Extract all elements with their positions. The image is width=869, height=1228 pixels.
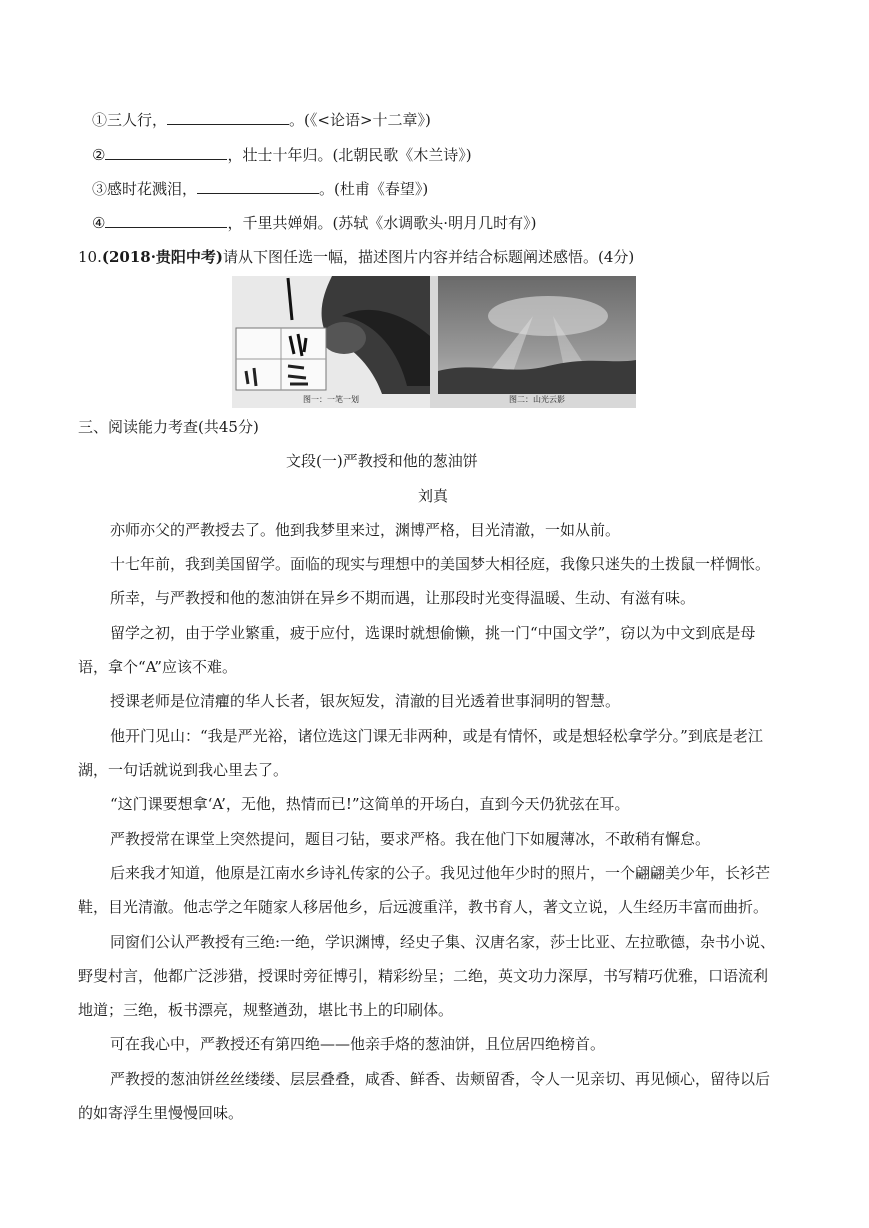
q10-images — [232, 276, 636, 408]
article-title: 文段(一)严教授和他的葱油饼 — [286, 452, 478, 470]
paragraph-line: 授课老师是位清癯的华人长者，银灰短发，清澈的目光透着世事洞明的智慧。 — [110, 692, 621, 710]
paragraph-line: 湖，一句话就说到我心里去了。 — [78, 761, 289, 779]
item-number: ③ — [92, 180, 108, 198]
paragraph-line: 严教授的葱油饼丝丝缕缕、层层叠叠，咸香、鲜香、齿颊留香，令人一见亲切、再见倾心，留待以后 — [110, 1070, 771, 1088]
item-text-after: 。(杜甫《春望》) — [319, 180, 429, 198]
image-caption-1: 图一：一笔一划 — [303, 395, 359, 404]
calligraphy-image — [232, 276, 430, 408]
paragraph-line: 鞋，目光清澈。他志学之年随家人移居他乡，后远渡重洋，教书育人，著文立说，人生经历丰富而曲折。 — [78, 898, 769, 916]
paragraph-line: 野叟村言，他都广泛涉猎，授课时旁征博引，精彩纷呈；二绝，英文功力深厚，书写精巧优雅，口语流利 — [78, 967, 769, 985]
answer-blank[interactable] — [197, 179, 319, 194]
image-caption-2: 图二：山光云影 — [509, 395, 565, 404]
article-author: 刘真 — [418, 487, 449, 505]
paragraph-line: 可在我心中，严教授还有第四绝——他亲手烙的葱油饼，且位居四绝榜首。 — [110, 1035, 606, 1053]
paragraph-line: 亦师亦父的严教授去了。他到我梦里来过，渊博严格，目光清澈，一如从前。 — [110, 521, 621, 539]
item-number: ④ — [92, 214, 106, 232]
q9-item-3 — [92, 179, 428, 199]
paragraph-line: 严教授常在课堂上突然提问，题目刁钻，要求严格。我在他门下如履薄冰，不敢稍有懈怠。 — [110, 830, 711, 848]
paragraph-line: 同窗们公认严教授有三绝:一绝，学识渊博，经史子集、汉唐名家，莎士比亚、左拉歌德，杂书小说、 — [110, 933, 776, 951]
paragraph-line: 留学之初，由于学业繁重，疲于应付，选课时就想偷懒，挑一门“中国文学”，窃以为中文到底是母 — [110, 624, 756, 642]
answer-blank[interactable] — [167, 110, 289, 125]
item-text-before: 三人行， — [107, 111, 168, 129]
paragraph-line: “这门课要想拿‘A’，无他，热情而已!”这简单的开场白，直到今天仍犹弦在耳。 — [110, 795, 630, 813]
paragraph-line: 语，拿个“A”应该不难。 — [78, 658, 237, 676]
q9-item-2 — [92, 145, 472, 165]
item-text-after: ，千里共婵娟。(苏轼《水调歌头·明月几时有》) — [227, 214, 537, 232]
q10-prompt — [78, 247, 634, 267]
paragraph-line: 地道；三绝，板书漂亮，规整遒劲，堪比书上的印刷体。 — [78, 1001, 454, 1019]
paragraph-line: 所幸，与严教授和他的葱油饼在异乡不期而遇，让那段时光变得温暖、生动、有滋有味。 — [110, 589, 696, 607]
question-source: (2018·贵阳中考) — [101, 248, 224, 266]
landscape-image — [438, 276, 636, 408]
item-text-after: ，壮士十年归。(北朝民歌《木兰诗》) — [227, 146, 472, 164]
question-number: 10. — [78, 248, 102, 266]
answer-blank[interactable] — [105, 213, 227, 228]
landscape-photo — [438, 276, 636, 408]
item-text-after: 。(《<论语>十二章》) — [289, 111, 431, 129]
item-number: ① — [92, 111, 108, 129]
paragraph-line: 他开门见山：“我是严光裕，诸位选这门课无非两种，或是有情怀，或是想轻松拿学分。”到底是老江 — [110, 727, 763, 745]
answer-blank[interactable] — [105, 145, 227, 160]
q9-item-4 — [92, 213, 536, 233]
item-text-before: 感时花溅泪， — [107, 180, 198, 198]
question-text: 请从下图任选一幅，描述图片内容并结合标题阐述感悟。(4分) — [223, 248, 635, 266]
section-heading: 三、阅读能力考查(共45分) — [78, 418, 259, 436]
paragraph-line: 十七年前，我到美国留学。面临的现实与理想中的美国梦大相径庭，我像只迷失的土拨鼠一样惆怅。 — [110, 555, 771, 573]
calligraphy-photo — [232, 276, 430, 408]
item-number: ② — [92, 146, 106, 164]
q9-item-1 — [92, 110, 431, 130]
paragraph-line: 的如寄浮生里慢慢回味。 — [78, 1104, 244, 1122]
paragraph-line: 后来我才知道，他原是江南水乡诗礼传家的公子。我见过他年少时的照片，一个翩翩美少年，长衫芒 — [110, 864, 771, 882]
